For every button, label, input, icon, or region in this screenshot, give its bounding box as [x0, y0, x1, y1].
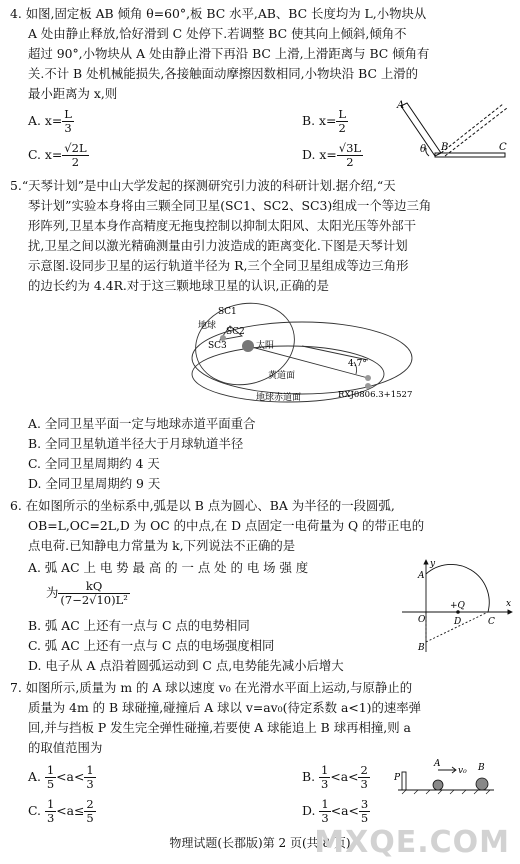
q7-option-c[interactable]: C. $\frac{1}{3}$ <a≤ $\frac{2}{5}$ — [28, 797, 94, 825]
q4-option-b[interactable]: B. x= $\frac{L}{2}$ — [302, 107, 346, 135]
q6-line-2: OB=L,OC=2L,D 为 OC 的中点,在 D 点固定一电荷量为 Q 的带正电的 — [28, 518, 425, 533]
label-d: D — [454, 617, 462, 627]
q6-coordinate-figure — [392, 556, 516, 656]
q7-line-4: 的取值范围为 — [28, 740, 103, 755]
q7-line-3: 回,并与挡板 P 发生完全弹性碰撞,若要使 A 球能追上 B 球再相撞,则 a — [28, 720, 411, 735]
label-b: B — [441, 142, 449, 153]
label-x: x — [506, 599, 512, 609]
q5-line-3: 形阵列,卫星本身作高精度无拖曳控制以抑制太阳风、太阳光压等外部干 — [28, 218, 417, 233]
label-sc1: SC1 — [218, 307, 237, 317]
label-sc2: SC2 — [226, 327, 245, 337]
label-earth: 地球 — [198, 321, 217, 331]
label-b: B — [418, 643, 425, 653]
label-b: B — [478, 763, 485, 773]
q4-line-3: 超过 90°,小物块从 A 处由静止滑下再沿 BC 上滑,上滑距离与 BC 倾角有 — [28, 46, 430, 61]
label-sun: 太阳 — [256, 341, 275, 351]
label-ecliptic: 黄道面 — [268, 371, 296, 381]
label-v0: v₀ — [458, 766, 467, 776]
q5-option-a[interactable]: A. 全同卫星平面一定与地球赤道平面重合 — [28, 416, 256, 431]
label-o: O — [418, 615, 426, 625]
tilted-bc — [441, 104, 503, 153]
q6-option-a-line1[interactable]: A. 弧 AC 上 电 势 最 高 的 一 点 处 的 电 场 强 度 — [28, 560, 309, 575]
q5-line-4: 扰,卫星之间以激光精确测量由引力波造成的距离变化.下图是天琴计划 — [28, 238, 408, 253]
label-star: RXJ0806.3+1527 — [338, 390, 413, 400]
label-sc3: SC3 — [208, 341, 227, 351]
q7-option-b[interactable]: B. $\frac{1}{3}$ <a< $\frac{2}{3}$ — [302, 763, 368, 791]
barrier-p — [402, 772, 406, 790]
q5-line-1: 5.“天琴计划”是中山大学发起的探测研究引力波的科研计划.据介绍,“天 — [10, 178, 396, 193]
q6-line-1: 6. 在如图所示的坐标系中,弧是以 B 点为圆心、BA 为半径的一段圆弧, — [10, 498, 395, 513]
q7-option-d[interactable]: D. $\frac{1}{3}$ <a< $\frac{3}{5}$ — [302, 797, 369, 825]
star-icon — [365, 375, 371, 381]
label-c: C — [488, 617, 495, 627]
q4-line-1: 4. 如图,固定板 AB 倾角 θ=60°,板 BC 水平,AB、BC 长度均为 L,小物块从 — [10, 6, 427, 21]
watermark: MXQE.COM — [314, 825, 510, 860]
label-p: P — [394, 773, 401, 783]
q4-line-2: A 处由静止释放,恰好滑到 C 处停下.若调整 BC 使其向上倾斜,倾角不 — [28, 26, 407, 41]
q4-line-5: 最小距离为 x,则 — [28, 86, 118, 101]
q5-line-2: 琴计划”实验本身将由三颗全同卫星(SC1、SC2、SC3)组成一个等边三角 — [28, 198, 432, 213]
q4-option-d[interactable]: D. x= $\frac{√3L}{2}$ — [302, 141, 362, 169]
label-a: A — [418, 571, 425, 581]
q7-line-2: 质量为 4m 的 B 球碰撞,碰撞后 A 球以 v=av₀(待定系数 a<1)的速率弹 — [28, 700, 422, 715]
q4-line-4: 关.不计 B 处机械能损失,各接触面动摩擦因数相同,小物块沿 BC 上滑的 — [28, 66, 419, 81]
q5-line-5: 示意图.设同步卫星的运行轨道半径为 R,三个全同卫星组成等边三角形 — [28, 258, 409, 273]
label-a: A — [397, 100, 405, 111]
q5-line-6: 的边长约为 4.4R.对于这三颗地球卫星的认识,正确的是 — [28, 278, 330, 293]
q6-line-3: 点电荷.已知静电力常量为 k,下列说法不正确的是 — [28, 538, 296, 553]
label-angle: 4.7° — [348, 359, 367, 369]
q6-option-d[interactable]: D. 电子从 A 点沿着圆弧运动到 C 点,电势能先减小后增大 — [28, 658, 344, 673]
theta-arc — [426, 148, 429, 156]
label-equator: 地球赤道面 — [256, 393, 302, 403]
q5-option-c[interactable]: C. 全同卫星周期约 4 天 — [28, 456, 160, 471]
q5-tianqin-figure — [190, 300, 430, 410]
q6-option-c[interactable]: C. 弧 AC 上还有一点与 C 点的电场强度相同 — [28, 638, 275, 653]
q4-option-a[interactable]: A. x= $\frac{L}{3}$ — [28, 107, 72, 135]
q6-option-b[interactable]: B. 弧 AC 上还有一点与 C 点的电势相同 — [28, 618, 250, 633]
q6-option-a-line2[interactable]: 为 $\frac{kQ}{\text{(7−2√10)L²}}$ — [46, 579, 128, 607]
label-q: +Q — [450, 601, 465, 611]
q4-incline-figure — [395, 98, 513, 162]
label-a: A — [434, 759, 441, 769]
label-y: y — [430, 559, 436, 569]
q4-option-c[interactable]: C. x= $\frac{√2L}{2}$ — [28, 141, 87, 169]
page-footer: 物理试题(长郡版)第 2 页(共 8 页) — [169, 836, 351, 850]
q7-collision-figure — [394, 756, 498, 798]
q7-option-a[interactable]: A. $\frac{1}{5}$ <a< $\frac{1}{3}$ — [28, 763, 94, 791]
q5-option-d[interactable]: D. 全同卫星周期约 9 天 — [28, 476, 161, 491]
label-c: C — [499, 142, 507, 153]
sun-icon — [242, 340, 254, 352]
label-theta: θ — [420, 144, 427, 155]
ball-a — [433, 780, 443, 790]
ball-b — [476, 778, 488, 790]
q5-option-b[interactable]: B. 全同卫星轨道半径大于月球轨道半径 — [28, 436, 244, 451]
q7-line-1: 7. 如图所示,质量为 m 的 A 球以速度 v₀ 在光滑水平面上运动,与原静止的 — [10, 680, 413, 695]
